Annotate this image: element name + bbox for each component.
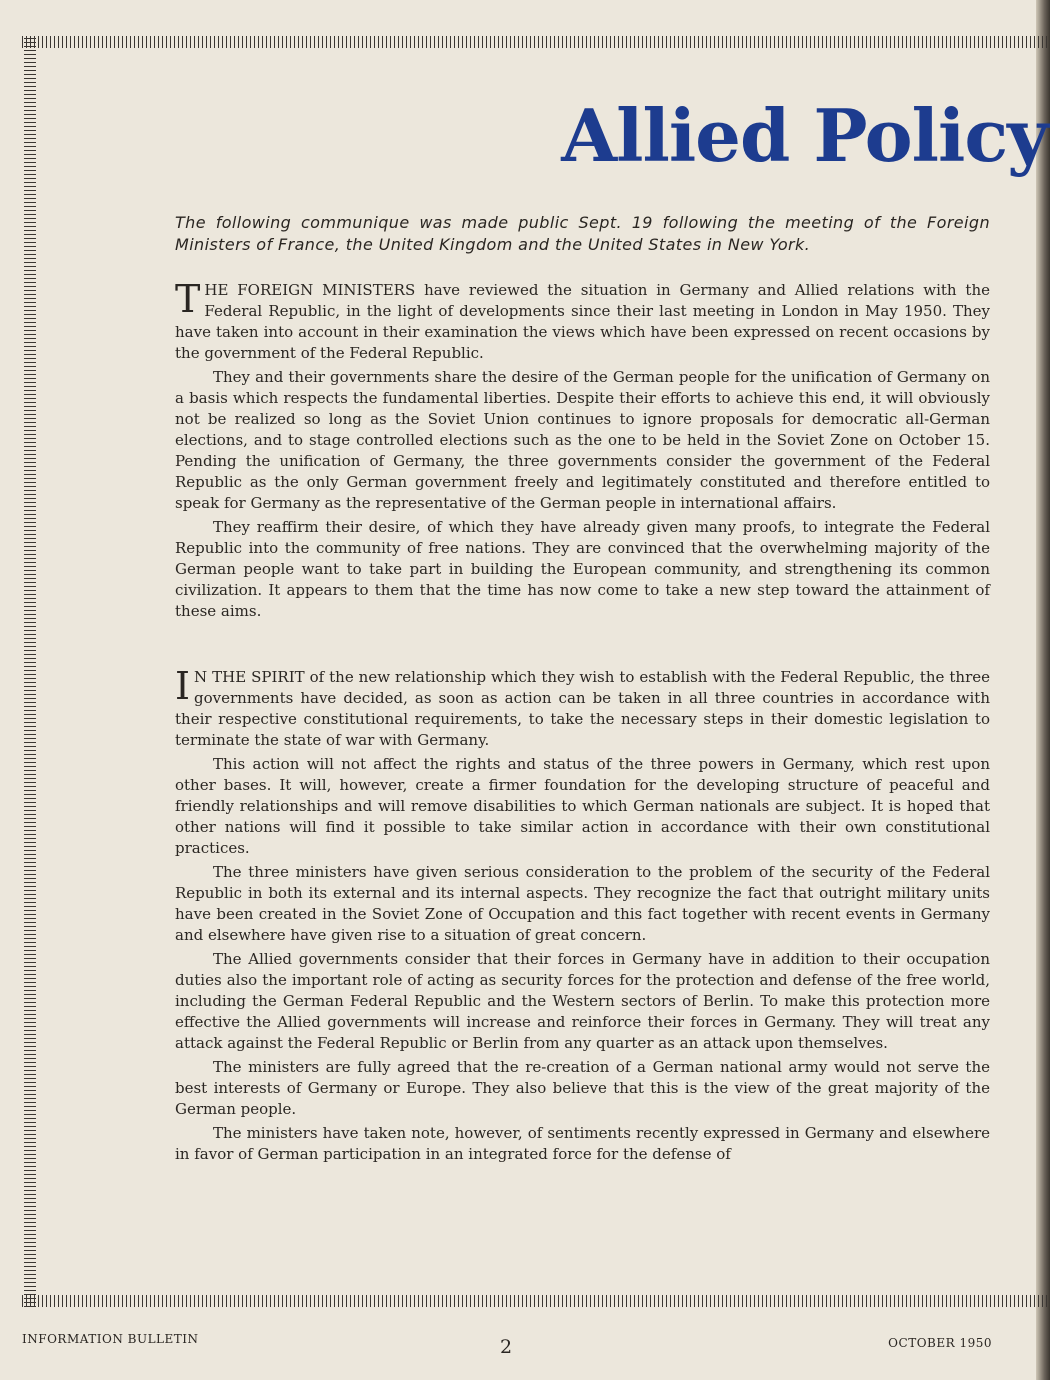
page-title: Allied Policy bbox=[561, 93, 1048, 178]
footer-date: OCTOBER 1950 bbox=[888, 1336, 992, 1350]
intro-note: The following communique was made public Sept. 19 following the meeting of the Foreign Ministers of France, the United Kingdom and the United States in New York. bbox=[175, 213, 990, 254]
article-paragraph: The three ministers have given serious consideration to the problem of the security of the Federal Republic in both its external and its internal aspects. They recognize the fact that outright military units have been created in the Soviet Zone of Occupation and this fact together with recent events in Germany and elsewhere have given rise to a situation of great concern. bbox=[175, 863, 990, 944]
page-edge-shadow bbox=[1036, 0, 1050, 1380]
article-paragraph: They and their governments share the desire of the German people for the unification of Germany on a basis which respects the fundamental liberties. Despite their efforts to achieve this end, it will obviously not be realized so long as the Soviet Union continues to ignore proposals for democratic all-German elections, and to stage controlled elections such as the one to be held in the Soviet Zone on October 15. Pending the unification of Germany, the three governments consider the government of the Federal Republic as the only German government freely and legitimately constituted and therefore entitled to speak for Germany as the representative of the German people in international affairs. bbox=[175, 368, 990, 512]
paragraph-text: HE FOREIGN MINISTERS have reviewed the situation in Germany and Allied relations with the Federal Republic, in the light of developments since their last meeting in London in May 1950. They have taken into account in their examination the views which have been expressed on recent occasions by the government of the Federal Republic. bbox=[175, 281, 990, 362]
article-paragraph: The ministers are fully agreed that the re-creation of a German national army would not serve the best interests of Germany or Europe. They also believe that this is the view of the great majority of the German people. bbox=[175, 1058, 990, 1118]
article-section-1 bbox=[175, 277, 990, 625]
article-paragraph: They reaffirm their desire, of which they have already given many proofs, to integrate the Federal Republic into the community of free nations. They are convinced that the overwhelming majority of the German people want to take part in building the European community, and strengthening its common civilization. It appears to them that the time has now come to take a new step toward the attainment of these aims. bbox=[175, 518, 990, 620]
drop-cap: T bbox=[175, 277, 201, 321]
footer-publication: INFORMATION BULLETIN bbox=[22, 1332, 199, 1346]
drop-cap: I bbox=[175, 664, 191, 708]
paragraph-text: N THE SPIRIT of the new relationship which they wish to establish with the Federal Republic, the three governments have decided, as soon as action can be taken in all three countries in accordance with their respective constitutional requirements, to take the necessary steps in their domestic legislation to terminate the state of war with Germany. bbox=[175, 668, 990, 749]
top-border-rule bbox=[22, 36, 1050, 48]
left-border-rule bbox=[24, 36, 36, 1307]
article-paragraph bbox=[175, 277, 990, 364]
article-paragraph bbox=[175, 664, 990, 751]
article-paragraph: This action will not affect the rights and status of the three powers in Germany, which rest upon other bases. It will, however, create a firmer foundation for the developing structure of peaceful and friendly relationships and will remove disabilities to which German nationals are subject. It is hoped that other nations will find it possible to take similar action in accordance with their own constitutional practices. bbox=[175, 755, 990, 857]
article-paragraph: The Allied governments consider that their forces in Germany have in addition to their occupation duties also the important role of acting as security forces for the protection and defense of the free world, including the German Federal Republic and the Western sectors of Berlin. To make this protection more effective the Allied governments will increase and reinforce their forces in Germany. They will treat any attack against the Federal Republic or Berlin from any quarter as an attack upon themselves. bbox=[175, 950, 990, 1052]
article-paragraph: The ministers have taken note, however, of sentiments recently expressed in Germany and elsewhere in favor of German participation in an integrated force for the defense of bbox=[175, 1124, 990, 1163]
bottom-border-rule bbox=[22, 1295, 1050, 1307]
article-section-2 bbox=[175, 664, 990, 1168]
page-number: 2 bbox=[500, 1336, 513, 1358]
